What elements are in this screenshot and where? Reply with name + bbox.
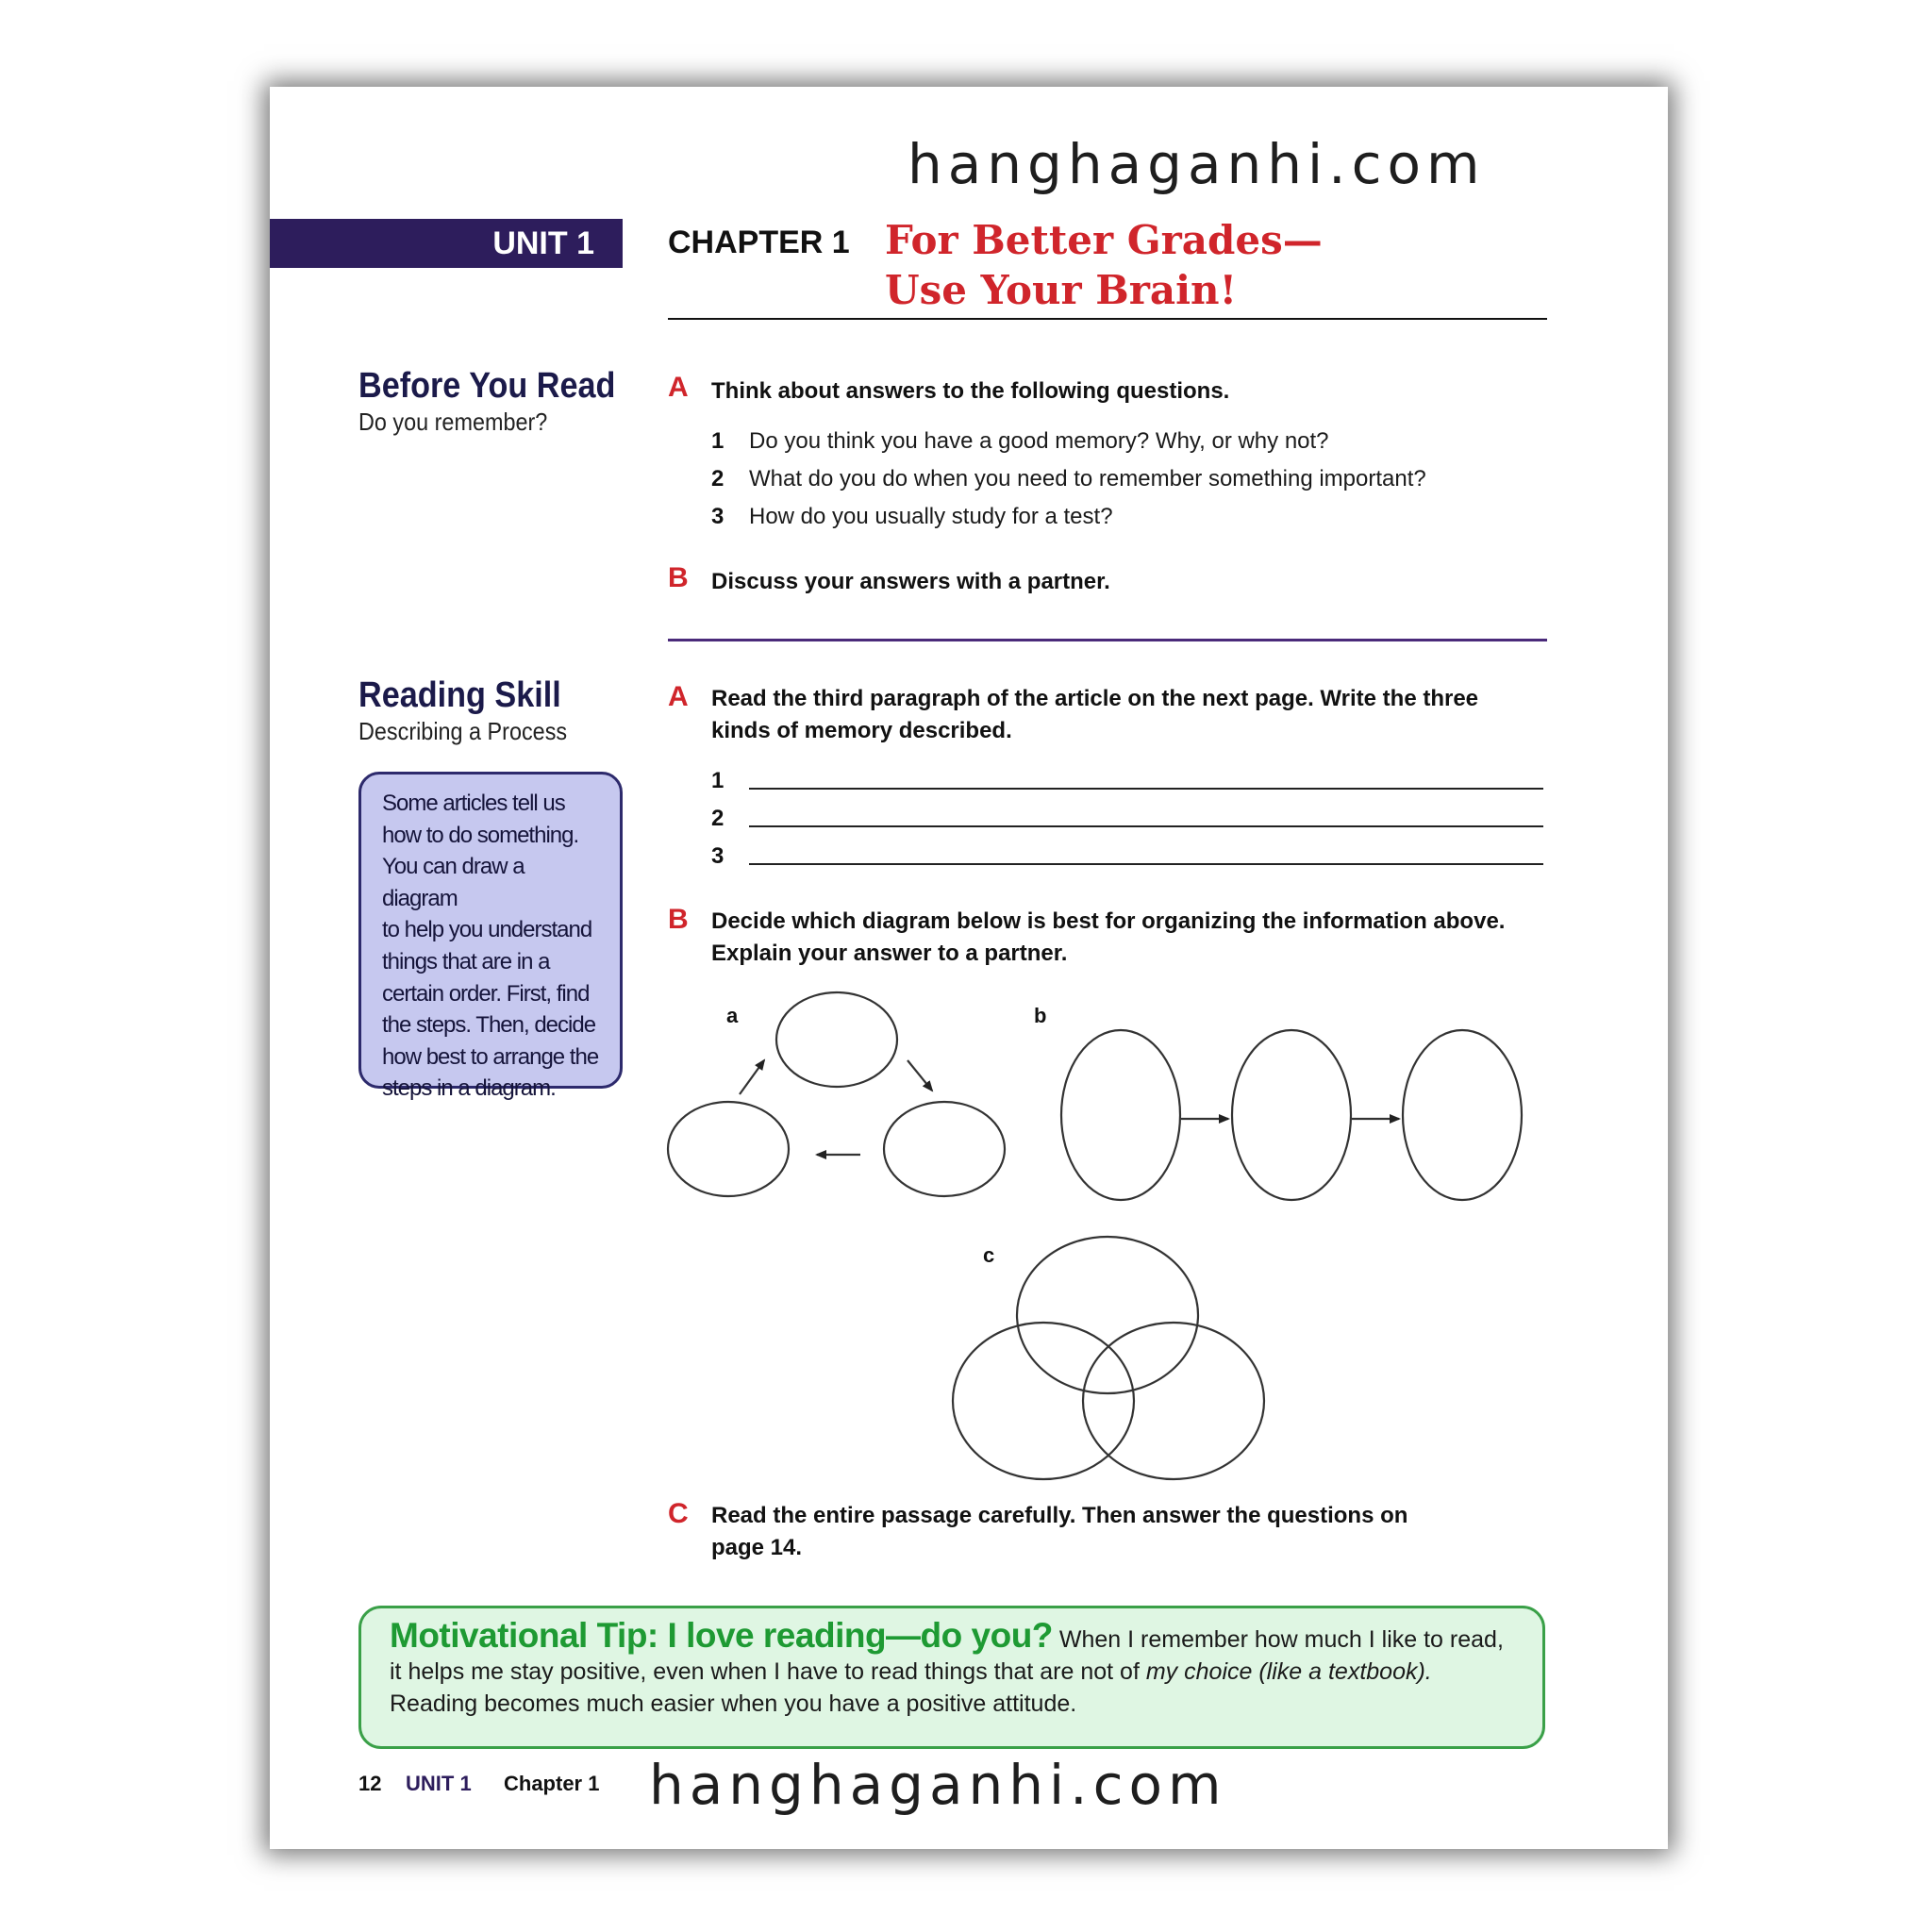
cycle-arrow (908, 1060, 932, 1091)
cycle-arrow (740, 1060, 764, 1094)
chapter-title-line-2: Use Your Brain! (885, 267, 1238, 313)
exercise-b-letter: B (668, 562, 689, 593)
skill-box-line: how best to arrange the (382, 1043, 599, 1070)
question-text: What do you do when you need to remember something important? (749, 466, 1426, 491)
instruction-line: Read the entire passage carefully. Then answer the questions on (711, 1503, 1408, 1528)
motivational-tip-italic: my choice (like a textbook). (1145, 1658, 1432, 1685)
exercise-a-letter: A (668, 372, 689, 403)
skill-box-line: things that are in a (382, 948, 550, 974)
instruction-line: kinds of memory described. (711, 718, 1012, 743)
motivational-tip-box (358, 1606, 1545, 1749)
footer-page-number: 12 (358, 1772, 382, 1795)
blank-number: 2 (711, 806, 724, 831)
reading-exercise-a-letter: A (668, 681, 689, 712)
exercise-b-instruction: Discuss your answers with a partner. (711, 569, 1110, 594)
reading-skill-heading: Reading Skill (358, 675, 561, 715)
exercise-a-instruction: Think about answers to the following questions. (711, 378, 1230, 404)
skill-box-line: steps in a diagram. (382, 1075, 556, 1102)
before-you-read-heading: Before You Read (358, 366, 616, 406)
chapter-label: CHAPTER 1 (668, 225, 850, 260)
question-text: Do you think you have a good memory? Why, or why not? (749, 428, 1329, 454)
question-number: 1 (711, 428, 724, 454)
blank-number: 3 (711, 843, 724, 869)
skill-box-line: certain order. First, find (382, 980, 590, 1007)
skill-box-line: the steps. Then, decide (382, 1012, 596, 1039)
diagram-a-label: a (726, 1004, 739, 1027)
question-number: 3 (711, 504, 724, 529)
motivational-tip-title: Motivational Tip: I love reading—do you? (390, 1616, 1053, 1655)
question-text: How do you usually study for a test? (749, 504, 1113, 529)
footer-chapter: Chapter 1 (504, 1772, 600, 1795)
question-number: 2 (711, 466, 724, 491)
sequence-oval (1061, 1030, 1180, 1200)
before-you-read-subheading: Do you remember? (358, 408, 548, 436)
sequence-oval (1403, 1030, 1522, 1200)
watermark-top: hanghaganhi.com (908, 132, 1486, 196)
instruction-line: Explain your answer to a partner. (711, 941, 1068, 966)
instruction-line: page 14. (711, 1535, 803, 1560)
unit-banner: UNIT 1 (270, 219, 623, 268)
motivational-tip-text-end: Reading becomes much easier when you have a positive attitude. (390, 1690, 1077, 1717)
cycle-oval (884, 1102, 1005, 1196)
chapter-title-line-1: For Better Grades— (885, 217, 1323, 263)
cycle-oval (776, 992, 897, 1087)
venn-circle (1083, 1323, 1264, 1479)
reading-exercise-c-letter: C (668, 1498, 689, 1529)
blank-number: 1 (711, 768, 724, 793)
venn-circle (1017, 1237, 1198, 1393)
sequence-oval (1232, 1030, 1351, 1200)
footer-unit: UNIT 1 (406, 1772, 472, 1795)
venn-circle (953, 1323, 1134, 1479)
instruction-line: Read the third paragraph of the article on the next page. Write the three (711, 686, 1479, 711)
skill-box-line: how to do something. (382, 822, 579, 848)
skill-box-line: You can draw a diagram (382, 854, 525, 911)
reading-exercise-c-instruction (711, 1500, 1407, 1564)
cycle-oval (668, 1102, 789, 1196)
diagram-b-label: b (1034, 1004, 1047, 1027)
reading-skill-subheading: Describing a Process (358, 717, 568, 745)
motivational-tip-text: When I remember how much I like to read, it helps me stay positive, even when I have to read things that are not of (390, 1626, 1504, 1685)
sequence-diagram (1061, 1030, 1522, 1200)
venn-diagram (953, 1237, 1264, 1479)
diagram-c-label: c (983, 1243, 995, 1267)
watermark-bottom: hanghaganhi.com (649, 1753, 1227, 1817)
skill-box-line: to help you understand (382, 917, 592, 943)
cycle-diagram (668, 992, 1005, 1196)
reading-exercise-b-letter: B (668, 904, 689, 935)
instruction-line: Decide which diagram below is best for organizing the information above. (711, 908, 1506, 934)
skill-box-line: Some articles tell us (382, 791, 565, 816)
